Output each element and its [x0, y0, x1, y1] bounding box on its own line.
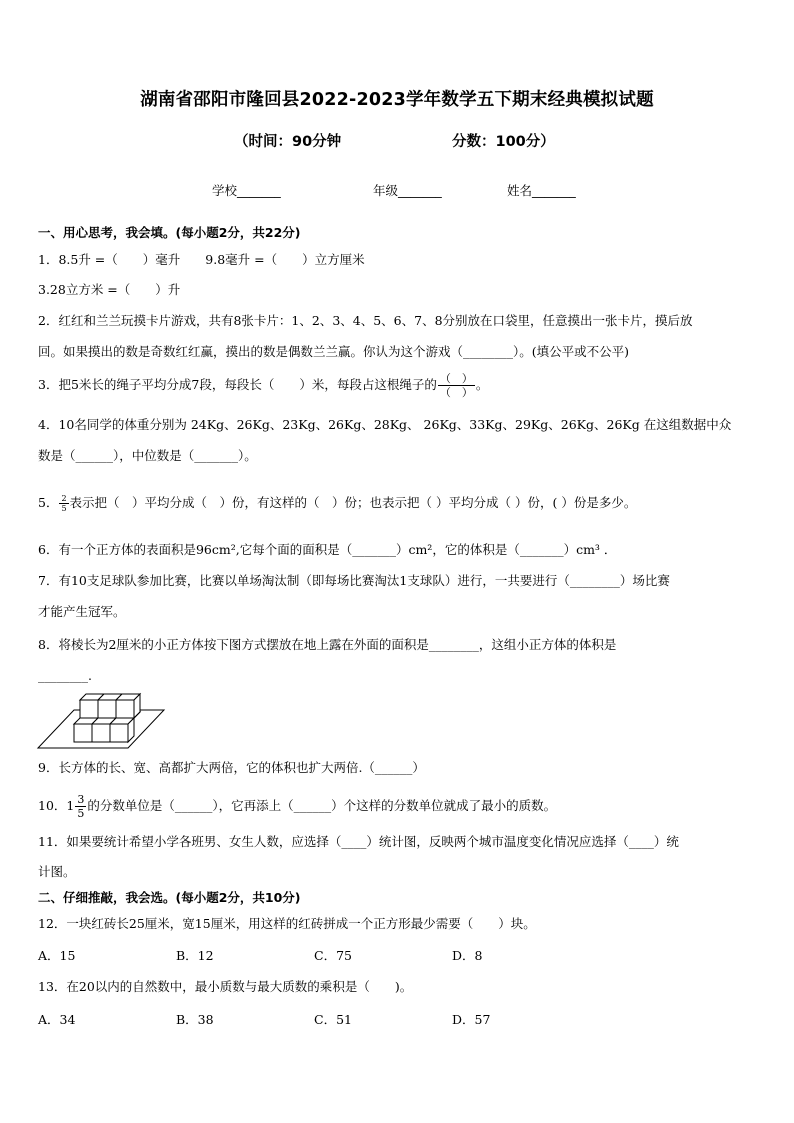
- question-8-line-2: ________.: [38, 668, 92, 683]
- q13-option-a: A．34: [38, 1012, 76, 1027]
- fraction-2-5: [59, 494, 68, 513]
- q13-option-c: C．51: [314, 1012, 352, 1027]
- question-9: 9．长方体的长、宽、高都扩大两倍，它的体积也扩大两倍.（______）: [38, 760, 425, 775]
- page-title: 湖南省邵阳市隆回县2022-2023学年数学五下期末经典模拟试题: [140, 90, 654, 110]
- question-3-text: 3．把5米长的绳子平均分成7段，每段长（ ）米，每段占这根绳子的: [38, 377, 437, 392]
- question-5: [38, 494, 636, 513]
- question-1-line-2: 3.28立方米 =（ ）升: [38, 282, 181, 297]
- cube-arrangement-figure: [36, 688, 166, 750]
- question-5-number: 5．: [38, 495, 59, 510]
- fraction-numerator: （ ）: [439, 372, 473, 385]
- question-5-text: 表示把（ ）平均分成（ ）份，有这样的（ ）份；也表示把（ ）平均分成（ ）份，( ）份是多少。: [69, 495, 637, 510]
- fraction-denominator: 5: [61, 504, 67, 513]
- question-3: [38, 372, 488, 399]
- fraction-blank: [438, 372, 475, 399]
- fraction-denominator: 5: [77, 807, 85, 820]
- question-10: [38, 793, 556, 820]
- question-11-line-2: 计图。: [38, 864, 76, 879]
- q13-option-b: B．38: [176, 1012, 214, 1027]
- question-11-line-1: 11．如果要统计希望小学各班男、女生人数，应选择（____）统计图，反映两个城市温度变化情况应选择（____）统: [38, 834, 679, 849]
- mixed-number-whole: 1: [66, 798, 75, 813]
- q12-option-d: D．8: [452, 948, 483, 963]
- question-7-line-2: 才能产生冠军。: [38, 604, 126, 619]
- fraction-numerator: 2: [61, 494, 67, 503]
- score-label: 分数：100分）: [452, 134, 555, 150]
- question-10-text: 的分数单位是（______），它再添上（______）个这样的分数单位就成了最小的质数。: [87, 798, 557, 813]
- question-7-line-1: 7．有10支足球队参加比赛，比赛以单场淘汰制（即每场比赛淘汰1支球队）进行，一共要进行（________）场比赛: [38, 573, 670, 588]
- mixed-number-fraction: [75, 793, 86, 820]
- name-field: 姓名_______: [507, 183, 576, 198]
- fraction-numerator: 3: [77, 793, 85, 806]
- question-8-line-1: 8．将棱长为2厘米的小正方体按下图方式摆放在地上露在外面的面积是________，这组小正方体的体积是: [38, 637, 617, 652]
- section-heading-1: 一、用心思考，我会填。(每小题2分，共22分): [38, 225, 301, 240]
- question-2-line-1: 2．红红和兰兰玩摸卡片游戏，共有8张卡片：1、2、3、4、5、6、7、8分别放在口袋里，任意摸出一张卡片，摸后放: [38, 313, 693, 328]
- question-12: 12．一块红砖长25厘米，宽15厘米，用这样的红砖拼成一个正方形最少需要（ ）块。: [38, 916, 536, 931]
- question-4-line-2: 数是（______），中位数是（_______）。: [38, 448, 257, 463]
- question-1-line-1: 1．8.5升 =（ ）毫升 9.8毫升 =（ ）立方厘米: [38, 252, 365, 267]
- question-3-end: 。: [475, 377, 489, 392]
- question-6: 6．有一个正方体的表面积是96cm²,它每个面的面积是（_______）cm²，它的体积是（_______）cm³ ．: [38, 542, 617, 557]
- q12-option-b: B．12: [176, 948, 214, 963]
- q13-option-d: D．57: [452, 1012, 491, 1027]
- fraction-denominator: （ ）: [439, 386, 473, 399]
- cube-stack: [74, 694, 140, 742]
- section-heading-2: 二、仔细推敲，我会选。(每小题2分，共10分): [38, 890, 301, 905]
- question-2-line-2: 回。如果摸出的数是奇数红红赢，摸出的数是偶数兰兰赢。你认为这个游戏（________）。(填公平或不公平): [38, 344, 630, 359]
- grade-field: 年级_______: [373, 183, 442, 198]
- question-4-line-1: 4．10名同学的体重分别为 24Kg、26Kg、23Kg、26Kg、28Kg、 26Kg、33Kg、29Kg、26Kg、26Kg 在这组数据中众: [38, 417, 732, 432]
- school-field: 学校_______: [212, 183, 281, 198]
- question-10-number: 10．: [38, 798, 67, 813]
- q12-option-a: A．15: [38, 948, 76, 963]
- question-13: 13．在20以内的自然数中，最小质数与最大质数的乘积是（ )。: [38, 979, 413, 994]
- time-label: （时间：90分钟: [234, 134, 342, 150]
- q12-option-c: C．75: [314, 948, 352, 963]
